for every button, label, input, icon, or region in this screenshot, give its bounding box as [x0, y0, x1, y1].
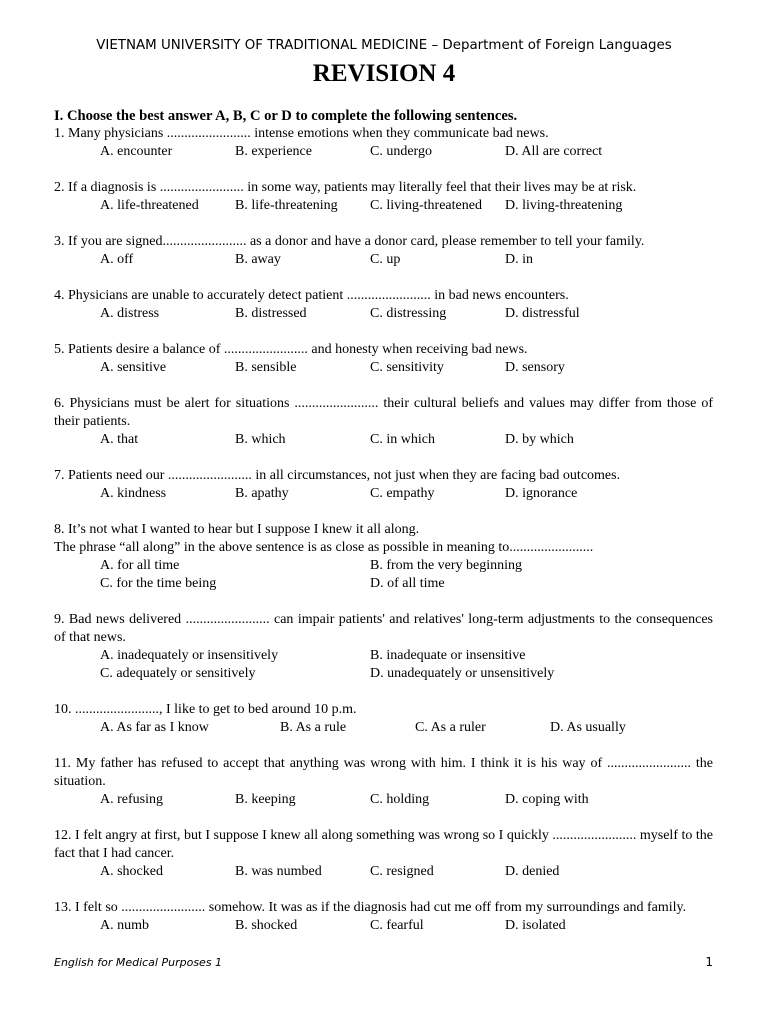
page-number: 1	[705, 955, 713, 969]
question-text-13: 13. I felt so ........................ somehow. It was as if the diagnosis had cut me off from my surroundings and family.	[54, 900, 687, 915]
option-d: D. by which	[505, 432, 574, 447]
question-text-10: 10. ........................, I like to get to bed around 10 p.m.	[54, 702, 357, 717]
option-b: B. life-threatening	[235, 198, 338, 213]
question-block-8	[54, 521, 713, 593]
options-3	[54, 251, 713, 269]
options-6	[54, 431, 713, 449]
option-b: B. which	[235, 432, 286, 447]
option-d: D. isolated	[505, 918, 566, 933]
option-b: B. distressed	[235, 306, 307, 321]
option-d: D. ignorance	[505, 486, 578, 501]
options-5	[54, 359, 713, 377]
question-prompt-8: The phrase “all along” in the above sentence is as close as possible in meaning to........................	[54, 540, 594, 555]
option-a: A. sensitive	[100, 360, 167, 375]
exercise-content	[54, 107, 713, 935]
question-block-2	[54, 179, 713, 215]
option-d: D. denied	[505, 864, 560, 879]
question-block-5	[54, 341, 713, 377]
option-b: B. from the very beginning	[370, 558, 523, 573]
option-c: C. resigned	[370, 864, 434, 879]
question-block-12	[54, 827, 713, 881]
option-d: D. As usually	[550, 720, 626, 735]
question-text-3: 3. If you are signed........................ as a donor and have a donor card, please remember to tell your family.	[54, 234, 645, 249]
option-c: C. distressing	[370, 306, 447, 321]
question-text-12: 12. I felt angry at first, but I suppose I knew all along something was wrong so I quickly ........................ myself to the fact that I had cancer.	[54, 828, 713, 861]
option-b: B. was numbed	[235, 864, 322, 879]
option-b: B. inadequate or insensitive	[370, 648, 526, 663]
option-a: A. kindness	[100, 486, 167, 501]
options-11	[54, 791, 713, 809]
option-c: C. empathy	[370, 486, 435, 501]
option-d: D. All are correct	[505, 144, 603, 159]
option-c: C. undergo	[370, 144, 432, 159]
question-block-9	[54, 611, 713, 683]
option-b: B. keeping	[235, 792, 296, 807]
question-block-13	[54, 899, 713, 935]
option-d: D. living-threatening	[505, 198, 623, 213]
option-a: A. life-threatened	[100, 198, 199, 213]
options-13	[54, 917, 713, 935]
option-a: A. refusing	[100, 792, 163, 807]
options-12	[54, 863, 713, 881]
page-title: REVISION 4	[312, 60, 456, 87]
option-a: A. distress	[100, 306, 160, 321]
option-a: A. inadequately or insensitively	[100, 648, 279, 663]
question-block-3	[54, 233, 713, 269]
question-text-8: 8. It’s not what I wanted to hear but I suppose I knew it all along.	[54, 522, 420, 537]
question-text-2: 2. If a diagnosis is ........................ in some way, patients may literally feel that their lives may be at risk.	[54, 180, 637, 195]
option-c: C. in which	[370, 432, 435, 447]
question-text-7: 7. Patients need our ........................ in all circumstances, not just when they are facing bad outcomes.	[54, 468, 621, 483]
option-a: A. shocked	[100, 864, 163, 879]
option-c: C. sensitivity	[370, 360, 444, 375]
question-text-6: 6. Physicians must be alert for situations ........................ their cultural beliefs and values may differ from those of their patients.	[54, 396, 713, 429]
option-a: A. that	[100, 432, 139, 447]
option-b: B. apathy	[235, 486, 289, 501]
option-d: D. sensory	[505, 360, 565, 375]
options-1	[54, 143, 713, 161]
option-b: B. experience	[235, 144, 312, 159]
option-c: C. holding	[370, 792, 430, 807]
question-block-4	[54, 287, 713, 323]
option-c: C. for the time being	[100, 576, 217, 591]
question-block-6	[54, 395, 713, 449]
option-d: D. distressful	[505, 306, 580, 321]
question-text-9: 9. Bad news delivered ........................ can impair patients' and relatives' long-term adjustments to the consequences of that news.	[54, 612, 713, 645]
option-d: D. in	[505, 252, 533, 267]
footer-course: English for Medical Purposes 1	[54, 956, 223, 969]
options-8-row-1	[54, 557, 713, 575]
question-block-11	[54, 755, 713, 809]
option-d: D. of all time	[370, 576, 445, 591]
options-2	[54, 197, 713, 215]
question-block-1	[54, 125, 713, 161]
question-text-4: 4. Physicians are unable to accurately detect patient ........................ in bad news encounters.	[54, 288, 569, 303]
options-4	[54, 305, 713, 323]
options-8-row-2	[54, 575, 713, 593]
options-9-row-2	[54, 665, 713, 683]
question-text-5: 5. Patients desire a balance of ........................ and honesty when receiving bad news.	[54, 342, 528, 357]
option-b: B. As a rule	[280, 720, 347, 735]
question-text-11: 11. My father has refused to accept that anything was wrong with him. I think it is his way of ........................ the situation.	[54, 756, 713, 789]
options-10	[54, 719, 713, 737]
question-block-7	[54, 467, 713, 503]
option-d: D. coping with	[505, 792, 589, 807]
option-b: B. shocked	[235, 918, 298, 933]
option-a: A. off	[100, 252, 134, 267]
option-a: A. As far as I know	[100, 720, 209, 735]
options-9-row-1	[54, 647, 713, 665]
option-c: C. living-threatened	[370, 198, 482, 213]
option-a: A. for all time	[100, 558, 180, 573]
university-header: VIETNAM UNIVERSITY OF TRADITIONAL MEDICINE – Department of Foreign Languages	[96, 38, 672, 53]
option-c: C. fearful	[370, 918, 424, 933]
option-d: D. unadequately or unsensitively	[370, 666, 555, 681]
option-c: C. As a ruler	[415, 720, 486, 735]
option-c: C. adequately or sensitively	[100, 666, 256, 681]
option-b: B. sensible	[235, 360, 297, 375]
options-7	[54, 485, 713, 503]
option-b: B. away	[235, 252, 281, 267]
option-a: A. numb	[100, 918, 149, 933]
question-text-1: 1. Many physicians ........................ intense emotions when they communicate bad news.	[54, 126, 549, 141]
option-c: C. up	[370, 252, 401, 267]
option-a: A. encounter	[100, 144, 173, 159]
section-instruction: I. Choose the best answer A, B, C or D to complete the following sentences.	[54, 108, 518, 124]
question-block-10	[54, 701, 713, 737]
